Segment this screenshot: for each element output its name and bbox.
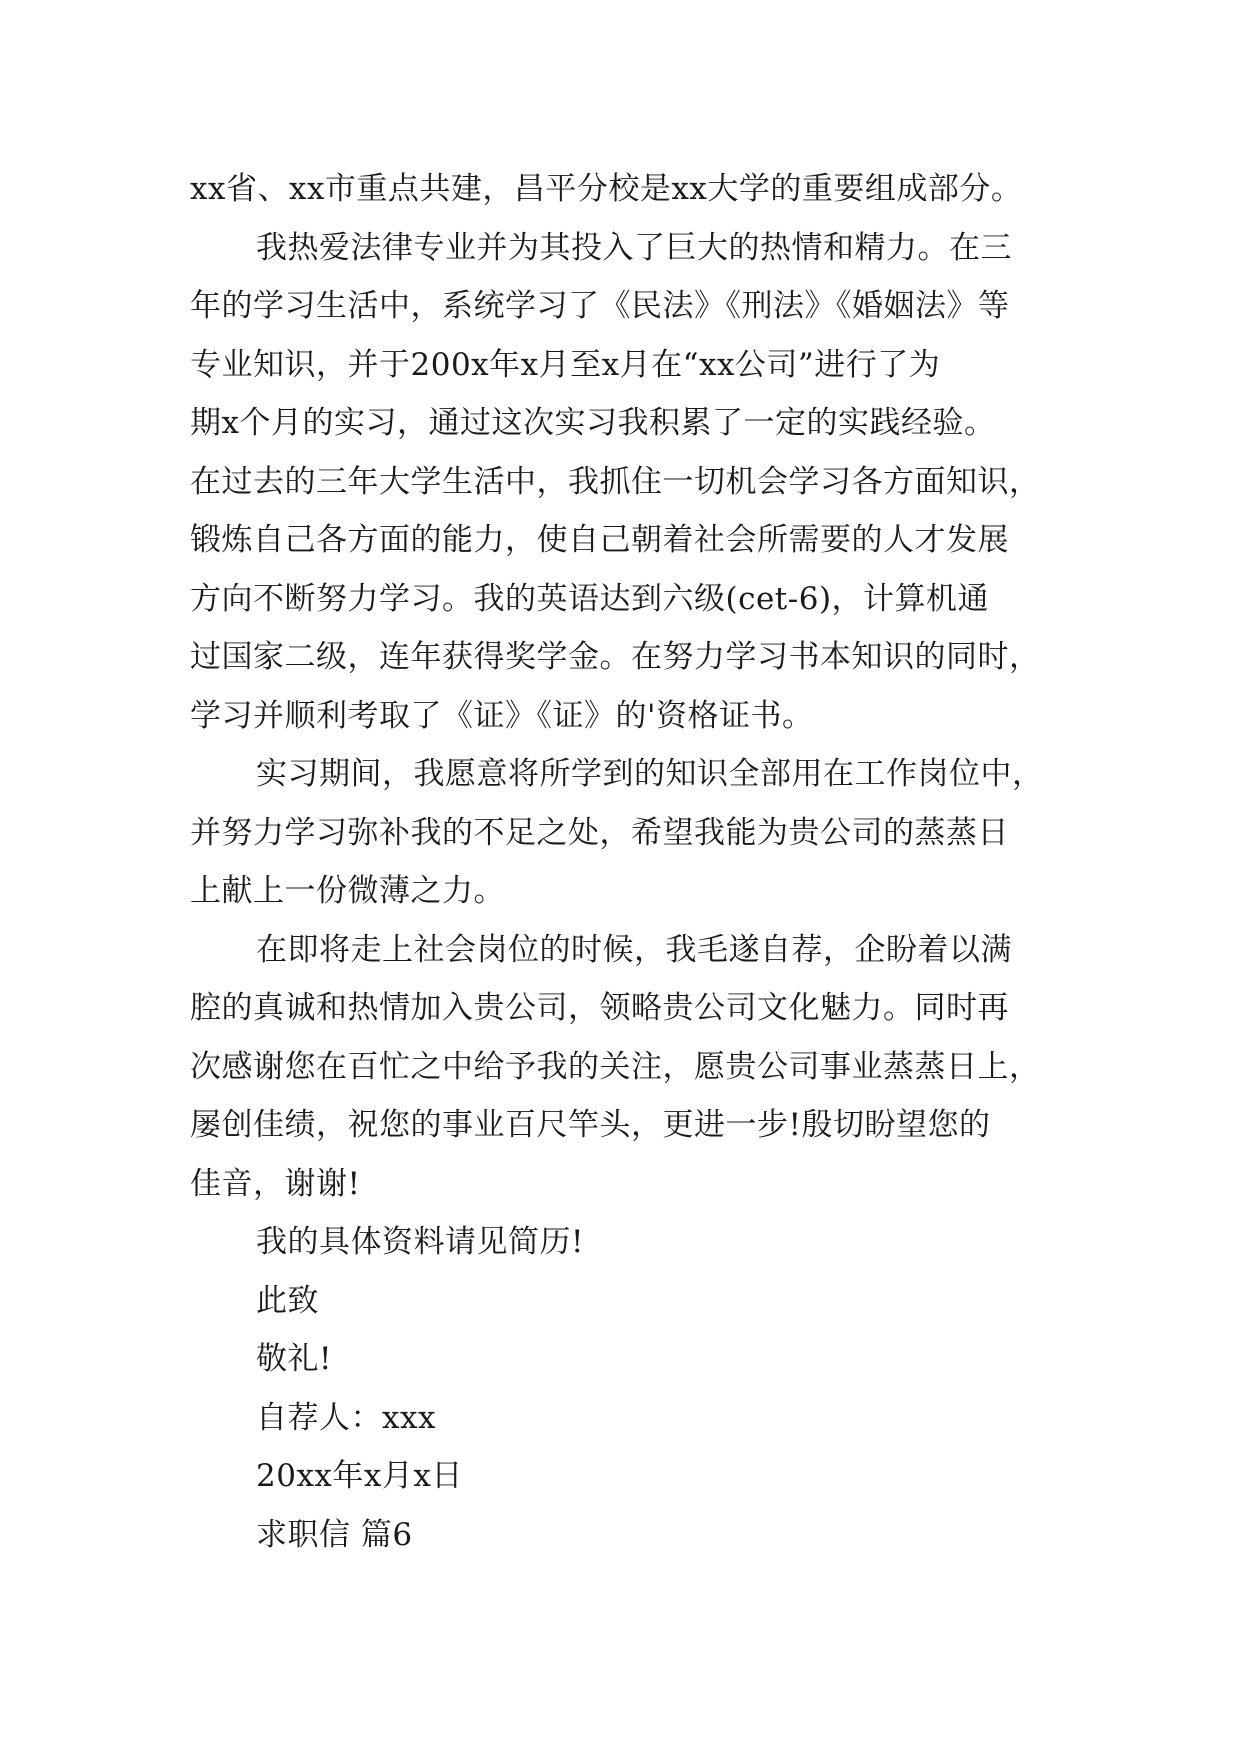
text-line: xx省、xx市重点共建，昌平分校是xx大学的重要组成部分。 (190, 171, 1023, 207)
text-line: 在过去的三年大学生活中，我抓住一切机会学习各方面知识， (190, 463, 1041, 500)
text-line: 求职信 篇6 (256, 1516, 413, 1553)
letter-body (190, 160, 1070, 1564)
text-line: 锻炼自己各方面的能力，使自己朝着社会所需要的人才发展 (190, 522, 1009, 558)
text-line: 学习并顺利考取了《证》《证》的'资格证书。 (190, 697, 814, 734)
text-line: 屡创佳绩，祝您的事业百尺竿头，更进一步!殷切盼望您的 (190, 1107, 991, 1143)
text-line: 过国家二级，连年获得奖学金。在努力学习书本知识的同时， (190, 639, 1041, 675)
text-line: 并努力学习弥补我的不足之处，希望我能为贵公司的蒸蒸日 (190, 814, 1009, 851)
text-line: 上献上一份微薄之力。 (190, 873, 505, 909)
text-line: 佳音，谢谢! (190, 1165, 361, 1202)
text-line: 我热爱法律专业并为其投入了巨大的热情和精力。在三 (256, 229, 1012, 266)
text-line: 方向不断努力学习。我的英语达到六级(cet-6)，计算机通 (190, 580, 990, 617)
text-line: 敬礼! (256, 1341, 332, 1377)
text-line: 我的具体资料请见简历! (256, 1224, 584, 1260)
text-line: 期x个月的实习，通过这次实习我积累了一定的实践经验。 (190, 405, 996, 441)
text-line: 此致 (256, 1282, 319, 1319)
text-line: 实习期间，我愿意将所学到的知识全部用在工作岗位中， (256, 756, 1044, 792)
text-line: 20xx年x月x日 (256, 1458, 463, 1494)
text-line: 年的学习生活中，系统学习了《民法》《刑法》《婚姻法》等 (190, 288, 1010, 324)
text-line: 自荐人：xxx (256, 1399, 436, 1436)
text-line: 腔的真诚和热情加入贵公司，领略贵公司文化魅力。同时再 (190, 990, 1009, 1026)
text-line: 专业知识，并于200x年x月至x月在“xx公司”进行了为 (190, 346, 941, 383)
text-line: 在即将走上社会岗位的时候，我毛遂自荐，企盼着以满 (256, 931, 1012, 968)
text-line: 次感谢您在百忙之中给予我的关注，愿贵公司事业蒸蒸日上， (190, 1048, 1041, 1085)
